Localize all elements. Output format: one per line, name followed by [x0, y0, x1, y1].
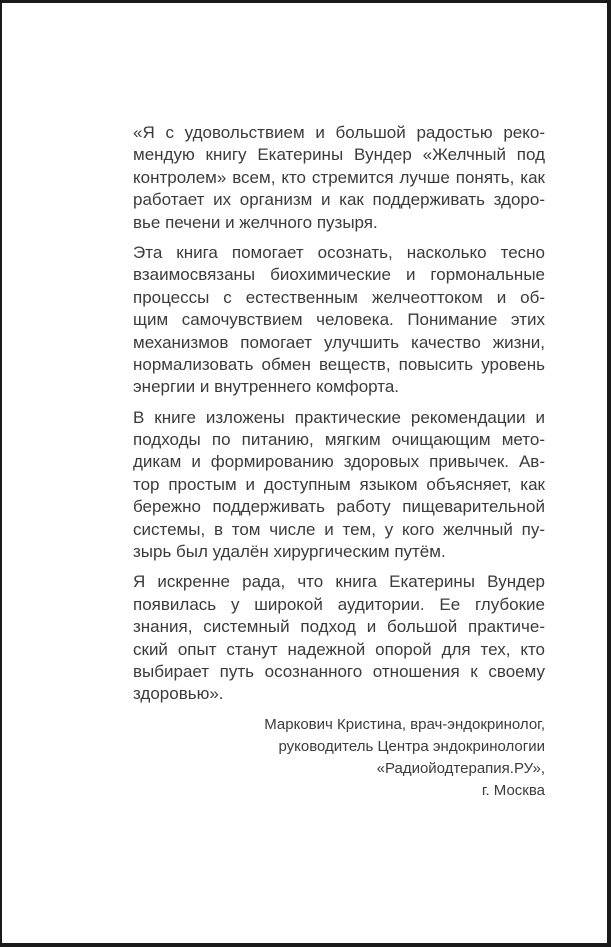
review-paragraphs	[133, 122, 545, 706]
text-line: взаимосвязаны биохимические и гормональные	[133, 265, 545, 285]
text-line: системы, в том числе и тем, у кого желчный пу-	[133, 519, 545, 539]
text-line: нормализовать обмен веществ, повысить уровень	[133, 354, 545, 374]
text-line: процессы с естественным желчеоттоком и об-	[133, 287, 545, 307]
text-line: Я искренне рада, что книга Екатерины Вундер	[133, 572, 545, 592]
attribution-line: г. Москва	[481, 781, 545, 799]
review-text	[133, 122, 545, 802]
paragraph	[133, 407, 545, 564]
paragraph	[133, 242, 545, 399]
text-line: бережно поддерживать работу пищеварительной	[133, 497, 545, 517]
text-line: щим самочувствием человека. Понимание этих	[133, 310, 545, 330]
text-line: здоровью».	[133, 684, 224, 704]
text-line: В книге изложены практические рекомендации и	[133, 407, 545, 427]
paragraph	[133, 122, 545, 234]
text-line: дикам и формированию здоровых привычек. Ав-	[133, 452, 545, 472]
text-line: механизмов помогает улучшить качество жизни,	[133, 332, 545, 352]
text-line: Эта книга помогает осознать, насколько тесно	[133, 242, 545, 262]
text-line: контролем» всем, кто стремится лучше понять, как	[133, 167, 545, 187]
text-line: ский опыт станут надежной опорой для тех, кто	[133, 639, 545, 659]
text-line: тор простым и доступным языком объясняет, как	[133, 474, 545, 494]
text-line: «Я с удовольствием и большой радостью реко-	[133, 123, 545, 142]
text-line: работает их организм и как поддерживать здоро-	[133, 190, 545, 210]
text-line: мендую книгу Екатерины Вундер «Желчный под	[133, 145, 545, 165]
text-line: знания, системный подход и большой практиче-	[133, 617, 545, 637]
attribution	[133, 714, 545, 802]
text-line: появилась у широкой аудитории. Ее глубокие	[133, 594, 545, 614]
attribution-line: руководитель Центра эндокринологии	[278, 737, 545, 755]
text-line: выбирает путь осознанного отношения к своему	[133, 661, 545, 681]
text-line: энергии и внутреннего комфорта.	[133, 377, 400, 397]
text-line: зырь был удалён хирургическим путём.	[133, 542, 446, 562]
paragraph	[133, 571, 545, 705]
attribution-line: «Радиойодтерапия.РУ»,	[376, 759, 545, 777]
text-line: подходы по питанию, мягким очищающим мето-	[133, 430, 545, 450]
text-line: вье печени и желчного пузыря.	[133, 212, 378, 232]
attribution-line: Маркович Кристина, врач-эндокринолог,	[264, 715, 545, 733]
